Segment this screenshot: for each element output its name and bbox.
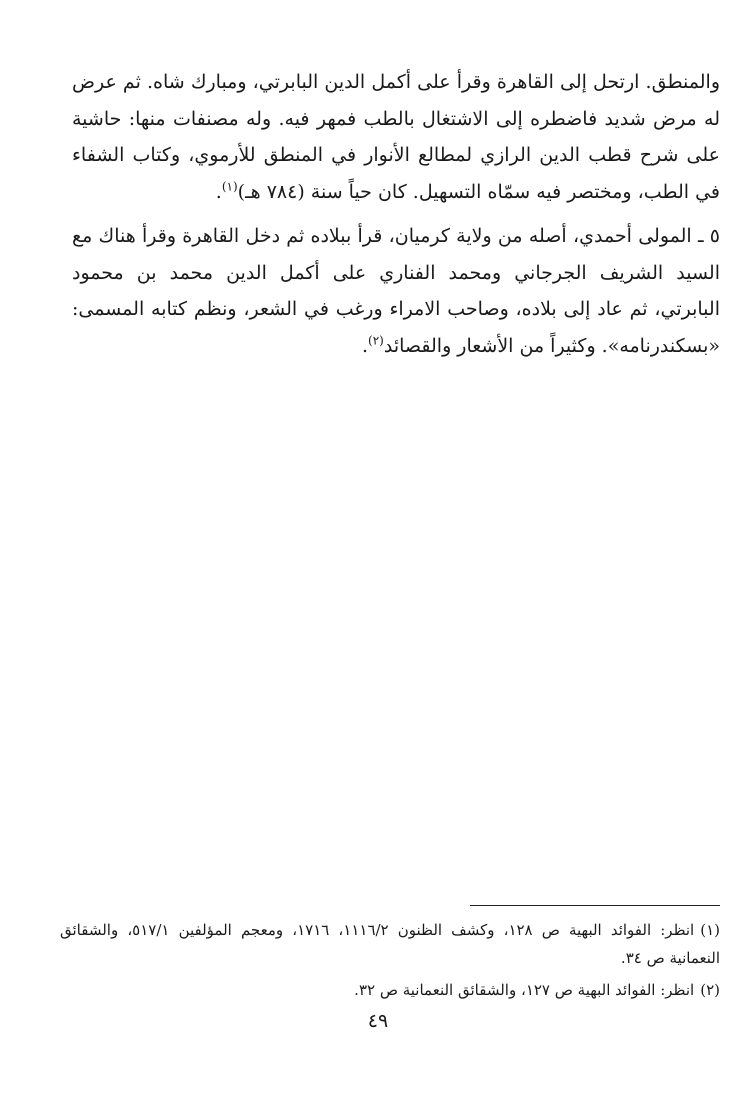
footnote-1-text: انظر: الفوائد البهية ص ١٢٨، وكشف الظنون ١١١٦/٢، ١٧١٦، ومعجم المؤلفين ٥١٧/١، والشقائق النعمانية ص ٣٤. bbox=[60, 921, 720, 967]
paragraph-2-text: ٥ ـ المولى أحمدي، أصله من ولاية كرميان، قرأ ببلاده ثم دخل القاهرة وقرأ هناك مع السيد الشريف الجرجاني ومحمد الفناري على أكمل الدين محمد بن محمود البابرتي، ثم عاد إلى بلاده، وصاحب الامراء ورغب في الشعر، ونظم كتابه المسمى: «بسكندرنامه». وكثيراً من الأشعار والقصائد bbox=[72, 225, 720, 357]
footnote-2 bbox=[60, 976, 720, 1004]
footnotes bbox=[60, 916, 720, 1008]
paragraph-2-tail: . bbox=[361, 334, 369, 357]
footnote-1-marker: (١) bbox=[700, 921, 720, 939]
footnote-ref-2: (٢) bbox=[368, 333, 384, 348]
footnote-2-text: انظر: الفوائد البهية ص ١٢٧، والشقائق النعمانية ص ٣٢. bbox=[354, 981, 695, 999]
footnote-separator bbox=[470, 905, 720, 906]
paragraph-1 bbox=[72, 64, 720, 210]
footnote-ref-1: (١) bbox=[221, 179, 238, 194]
footnote-2-marker: (٢) bbox=[700, 981, 720, 999]
main-text bbox=[72, 64, 720, 364]
paragraph-1-tail: . bbox=[215, 180, 222, 203]
paragraph-2 bbox=[72, 218, 720, 364]
page-number: ٤٩ bbox=[367, 1010, 389, 1032]
footnote-1 bbox=[60, 916, 720, 972]
paragraph-1-text: والمنطق. ارتحل إلى القاهرة وقرأ على أكمل الدين البابرتي، ومبارك شاه. ثم عرض له مرض شديد فاضطره إلى الاشتغال بالطب فمهر فيه. وله مصنفات منها: حاشية على شرح قطب الدين الرازي لمطالع الأنوار في المنطق للأرموي، وكتاب الشفاء في الطب، ومختصر فيه سمّاه التسهيل. كان حياً سنة (٧٨٤ هـ) bbox=[72, 71, 720, 203]
